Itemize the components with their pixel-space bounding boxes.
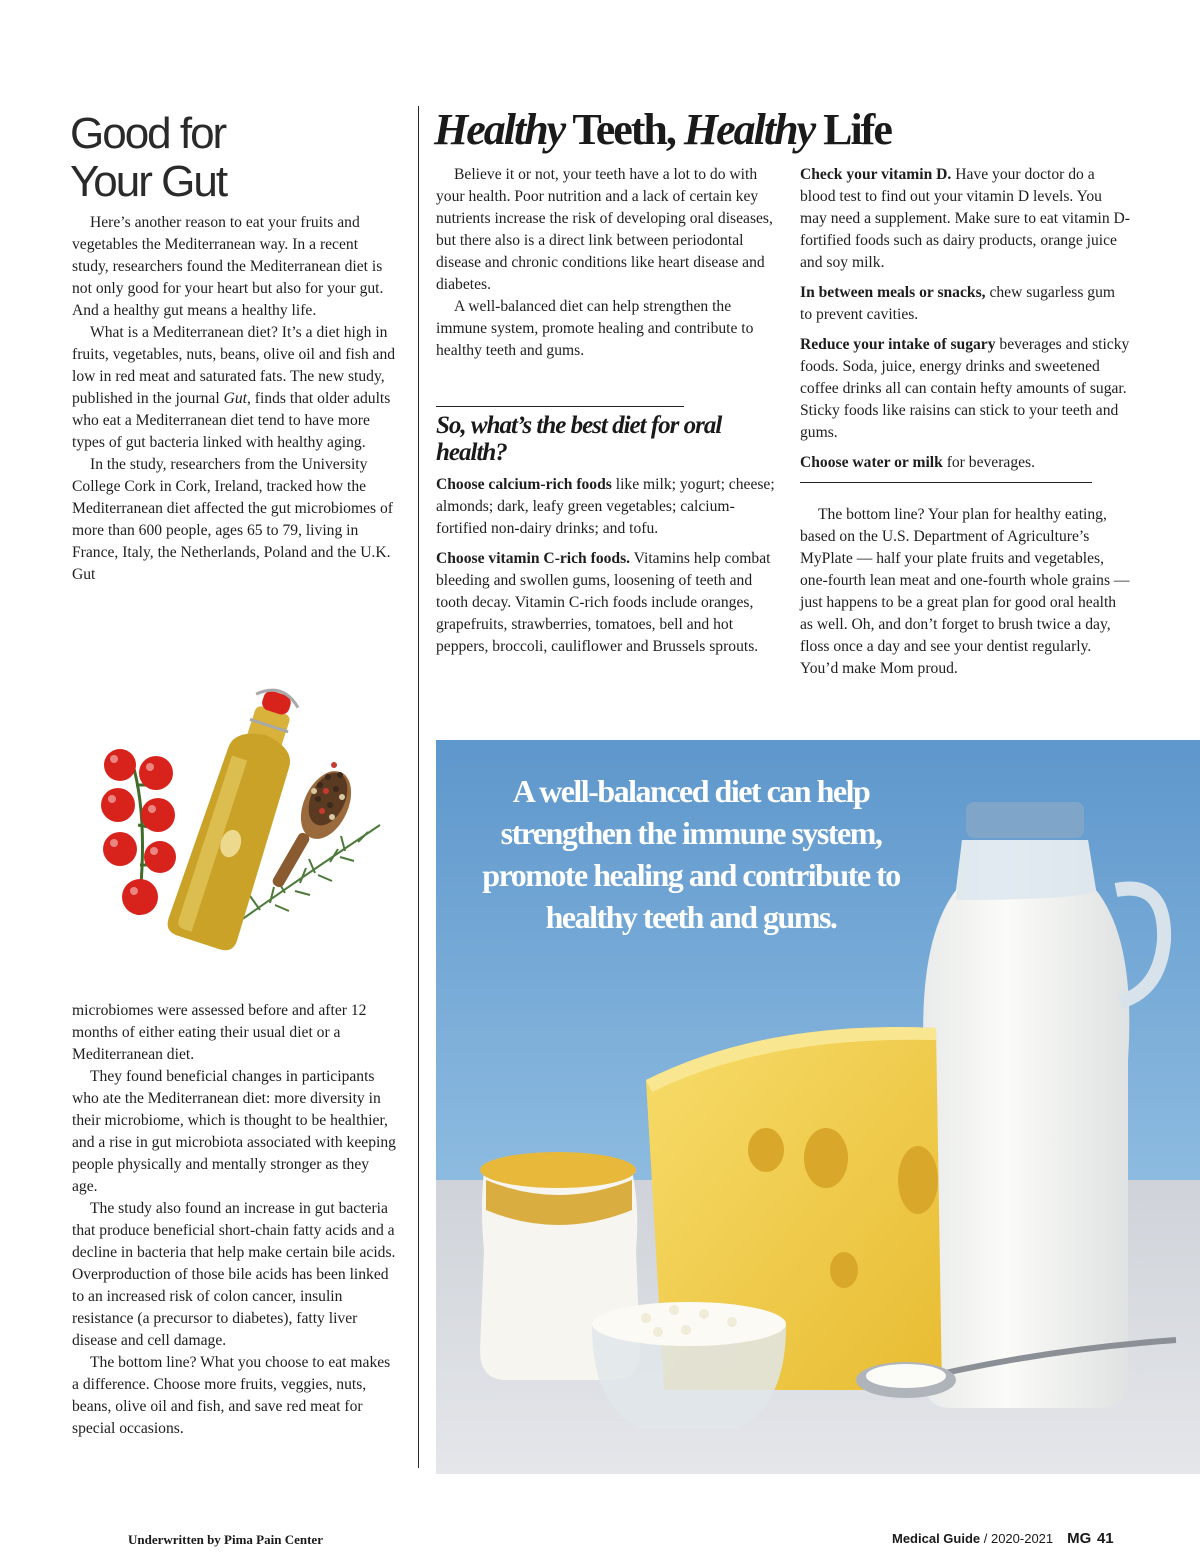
publication-name: Medical Guide (892, 1531, 981, 1546)
tip-snacks-bold: In between meals or snacks, (800, 284, 986, 301)
left-paragraph-2 (72, 322, 398, 454)
tip-snacks-text: chew sugarless gum to prevent cavities. (800, 284, 1116, 323)
underwriter-credit: Underwritten by Pima Pain Center (128, 1532, 323, 1547)
tip-calcium (436, 474, 776, 540)
tip-sugar (800, 334, 1130, 444)
left-paragraph-5: The study also found an increase in gut bacteria that produce beneficial short-chain fatty acids and a decline in bacteria that help make certain bile acids. Overproduction of those bile acids has been linked to an increased risk of colon cancer, insulin resistance (a precursor to diabetes), fatty liver disease and cell damage. (72, 1200, 396, 1349)
left-paragraph-6: The bottom line? What you choose to eat makes a difference. Choose more fruits, veggies, nuts, beans, olive oil and fish, and save red meat for special occasions. (72, 1354, 391, 1437)
olive-oil-tomatoes-image (90, 665, 390, 965)
left-paragraph-1: Here’s another reason to eat your fruits and vegetables the Mediterranean way. In a recent study, researchers found the Mediterranean diet is not only good for your heart but also for your gut. And a healthy gut means a healthy life. (72, 214, 384, 319)
diet-tips-list-2 (800, 164, 1130, 482)
page-number: 41 (1096, 1530, 1114, 1547)
tip-water-text: for beverages. (942, 454, 1036, 471)
intro-paragraph-1: Believe it or not, your teeth have a lot to do with your health. Poor nutrition and a lack of certain key nutrients increase the risk of developing oral diseases, but there also is a direct link between periodontal disease and chronic conditions like heart disease and diabetes. (436, 166, 773, 293)
section-subhead: So, what’s the best diet for oral health? (436, 412, 722, 466)
tip-sugar-text: beverages and sticky foods. Soda, juice, energy drinks and sweetened coffee drinks all can contain hefty amounts of sugar. Sticky foods like raisins can stick to your teeth and gums. (800, 336, 1130, 441)
left-article-title (70, 110, 400, 206)
headline-word-2: Teeth, (564, 105, 684, 154)
tips-end-rule (800, 482, 1092, 483)
tip-vitamin-c-bold: Choose vitamin C-rich foods. (436, 550, 631, 567)
tip-vitamin-d-bold: Check your vitamin D. (800, 166, 952, 183)
publication-year: / 2020-2021 (980, 1531, 1054, 1546)
tip-vitamin-d (800, 164, 1130, 274)
tip-vitamin-c-text: Vitamins help combat bleeding and swollen gums, loosening of teeth and tooth decay. Vitamin C-rich foods include oranges, grapefruits, strawberries, tomatoes, bell and hot peppers, broccoli, cauliflower and Brussels sprouts. (436, 550, 771, 655)
conclusion-body (800, 504, 1130, 680)
subhead-rule (436, 406, 684, 407)
left-paragraph-3-continued: microbiomes were assessed before and after 12 months of either eating their usual diet or a Mediterranean diet. (72, 1002, 367, 1063)
tip-snacks (800, 282, 1130, 326)
left-article-body-bottom (72, 1000, 398, 1440)
tip-vitamin-c (436, 548, 776, 658)
tip-water (800, 452, 1130, 474)
pull-quote: A well-balanced diet can help strengthen the immune system, promote healing and contribute to healthy teeth and gums. (482, 773, 900, 935)
headline-word-1: Healthy (434, 105, 565, 154)
tip-calcium-bold: Choose calcium-rich foods (436, 476, 612, 493)
journal-name: Gut (223, 390, 247, 407)
page-footer (892, 1530, 1114, 1547)
left-article-body-top (72, 212, 398, 586)
left-title-line-2: Your Gut (70, 157, 227, 206)
left-title-line-1: Good for (70, 109, 226, 158)
column-divider (418, 106, 419, 1468)
section-code: MG (1067, 1530, 1092, 1547)
headline-word-4: Life (814, 105, 891, 154)
headline-word-3: Healthy (683, 105, 815, 154)
conclusion-paragraph: The bottom line? Your plan for healthy eating, based on the U.S. Department of Agriculture’s MyPlate — half your plate fruits and vegetables, one-fourth lean meat and one-fourth whole grains — just happens to be a great plan for good oral health as well. Oh, and don’t forget to brush twice a day, floss once a day and see your dentist regularly. You’d make Mom proud. (800, 506, 1130, 677)
intro-paragraph-2: A well-balanced diet can help strengthen the immune system, promote healing and contribute to healthy teeth and gums. (436, 298, 754, 359)
left-p2-text: What is a Mediterranean diet? It’s a diet high in fruits, vegetables, nuts, beans, olive oil and fish and low in red meat and saturated fats. The new study, published in the journal (72, 324, 396, 407)
tip-vitamin-d-text: Have your doctor do a blood test to find out your vitamin D levels. You may need a supplement. Make sure to eat vitamin D-fortified foods such as dairy products, orange juice and soy milk. (800, 166, 1130, 271)
tip-water-bold: Choose water or milk (800, 454, 943, 471)
tip-calcium-text: like milk; yogurt; cheese; almonds; dark, leafy green vegetables; calcium-fortified non-dairy drinks; and tofu. (436, 476, 775, 537)
left-p2-rest: , finds that older adults who eat a Mediterranean diet tend to have more types of gut bacteria linked with healthy aging. (72, 390, 391, 451)
diet-tips-list-1 (436, 474, 776, 666)
left-paragraph-4: They found beneficial changes in participants who ate the Mediterranean diet: more diversity in their microbiome, which is thought to be healthier, and a rise in gut microbiota associated with keeping people physically and mentally stronger as they age. (72, 1068, 396, 1195)
intro-body (436, 164, 776, 362)
left-paragraph-3: In the study, researchers from the University College Cork in Cork, Ireland, tracked how the Mediterranean diet affected the gut microbiomes of more than 600 people, ages 65 to 79, living in France, Italy, the Netherlands, Poland and the U.K. Gut (72, 456, 393, 583)
main-headline (434, 104, 1194, 156)
tip-sugar-bold: Reduce your intake of sugary (800, 336, 996, 353)
dairy-products-photo (436, 740, 1200, 1474)
